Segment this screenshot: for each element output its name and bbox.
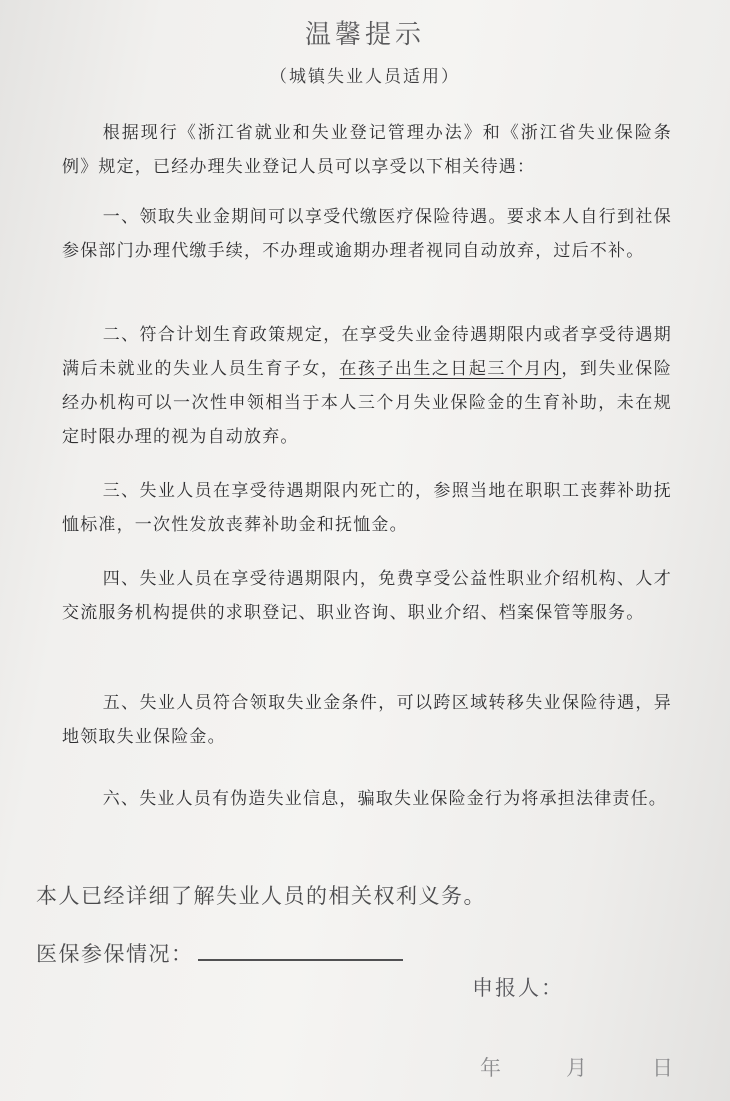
intro-paragraph: 根据现行《浙江省就业和失业登记管理办法》和《浙江省失业保险条例》规定，已经办理失业登记人员可以享受以下相关待遇： [62, 123, 672, 177]
item-6-paragraph: 六、失业人员有伪造失业信息，骗取失业保险金行为将承担法律责任。 [102, 789, 667, 809]
document-title: 温馨提示 [304, 20, 425, 50]
insurance-status-label: 医保参保情况： [36, 942, 194, 966]
insurance-status-blank-line[interactable] [198, 935, 403, 961]
item-2-paragraph [62, 318, 672, 454]
item-1-paragraph: 一、领取失业金期间可以享受代缴医疗保险待遇。要求本人自行到社保参保部门办理代缴手续，不办理或逾期办理者视同自动放弃，过后不补。 [62, 207, 672, 261]
date-month-label: 月 [566, 1056, 587, 1080]
acknowledgement-statement: 本人已经详细了解失业人员的相关权利义务。 [36, 884, 486, 908]
item-3-paragraph: 三、失业人员在享受待遇期限内死亡的，参照当地在职职工丧葬补助抚恤标准，一次性发放丧葬补助金和抚恤金。 [62, 481, 672, 535]
item-5-paragraph: 五、失业人员符合领取失业金条件，可以跨区域转移失业保险待遇，异地领取失业保险金。 [62, 693, 672, 747]
insurance-status-field [36, 935, 403, 968]
date-day-label: 日 [652, 1056, 673, 1080]
item-2-text-before: 二、符合计划生育政策规定，在享受失业金待遇期限内或者享受待遇期满后未就业的失业人员生育子女， [62, 325, 672, 379]
item-4-paragraph: 四、失业人员在享受待遇期限内，免费享受公益性职业介绍机构、人才交流服务机构提供的求职登记、职业咨询、职业介绍、档案保管等服务。 [62, 569, 672, 623]
item-2-text-after: ，到失业保险经办机构可以一次性申领相当于本人三个月失业保险金的生育补助，未在规定时限办理的视为自动放弃。 [62, 359, 672, 447]
document-subtitle: （城镇失业人员适用） [270, 67, 460, 87]
item-2-underlined-deadline: 在孩子出生之日起三个月内 [339, 359, 562, 379]
applicant-label: 申报人： [472, 976, 564, 1000]
date-year-label: 年 [480, 1056, 501, 1080]
